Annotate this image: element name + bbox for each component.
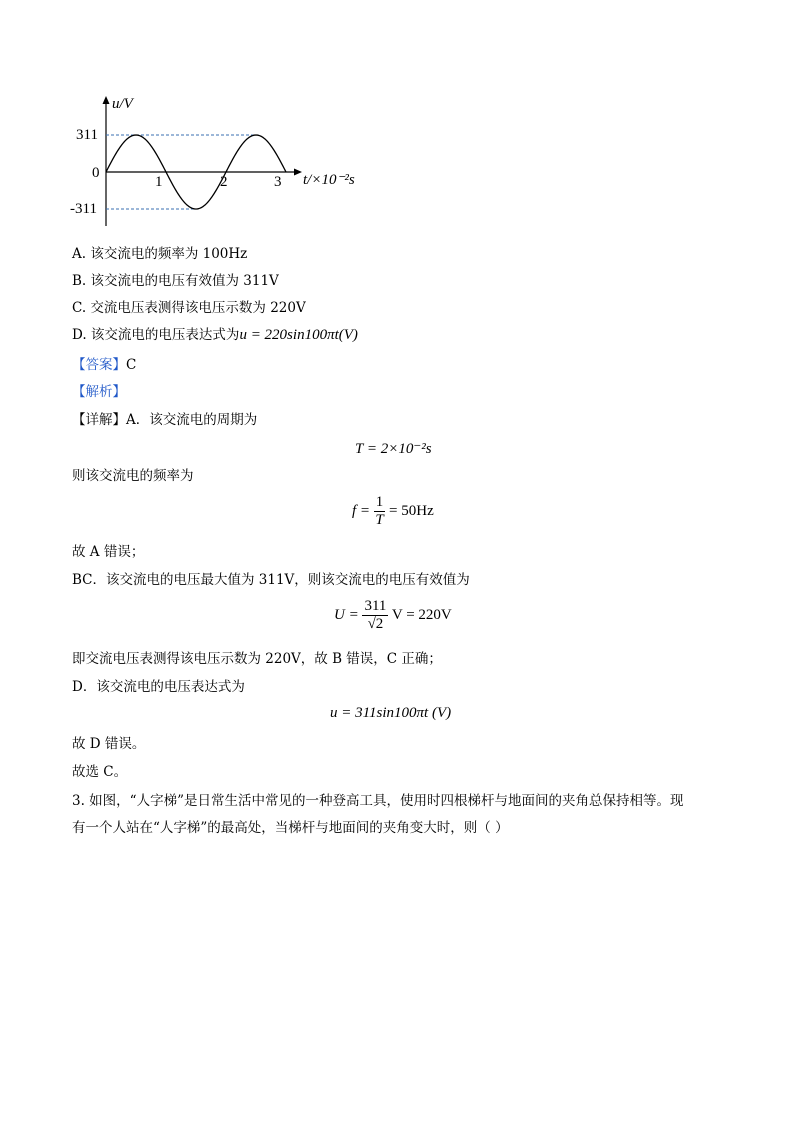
detail-line-8: 故选 C。 <box>72 764 128 780</box>
option-d-expression: u = 220sin100πt(V) <box>239 327 358 343</box>
answer-line <box>72 356 136 374</box>
eq2-lhs: f = <box>352 502 371 519</box>
question-3-line-1: 3. 如图，“人字梯”是日常生活中常见的一种登高工具，使用时四根梯杆与地面间的夹角总保持相等。现 <box>72 793 684 809</box>
answer-value: C <box>126 357 137 373</box>
eq3-fraction <box>362 598 388 633</box>
y-tick-311: 311 <box>76 127 98 143</box>
x-axis-arrow <box>294 169 302 176</box>
eq3-rhs: V = 220V <box>391 606 452 623</box>
eq2-rhs: = 50Hz <box>389 502 434 519</box>
equation-effective-voltage <box>334 598 452 633</box>
analysis-tag: 【解析】 <box>72 384 126 400</box>
option-d <box>72 326 358 344</box>
equation-period: T = 2×10⁻²s <box>355 441 432 457</box>
sine-voltage-graph <box>70 88 370 233</box>
y-axis-label: u/V <box>112 96 133 112</box>
detail-line-6: D．该交流电的电压表达式为 <box>72 679 245 695</box>
detail-line-5: 即交流电压表测得该电压示数为 220V，故 B 错误，C 正确； <box>72 651 442 667</box>
detail-line-3: 故 A 错误； <box>72 544 145 560</box>
eq2-denominator: T <box>375 512 384 528</box>
eq3-lhs: U = <box>334 606 359 623</box>
detail-tag: 【详解】 <box>72 412 126 428</box>
eq3-numerator: 311 <box>364 598 387 614</box>
eq2-numerator: 1 <box>375 494 384 510</box>
answer-tag: 【答案】 <box>72 357 126 373</box>
x-tick-1: 1 <box>155 174 163 190</box>
equation-voltage-expression: u = 311sin100πt (V) <box>330 705 452 721</box>
eq2-fraction <box>374 494 386 529</box>
option-a: A. 该交流电的频率为 100Hz <box>72 246 248 262</box>
y-tick-neg311: -311 <box>70 201 97 217</box>
option-c: C. 交流电压表测得该电压示数为 220V <box>72 300 306 316</box>
detail-line-1-text: A．该交流电的周期为 <box>126 412 258 428</box>
question-3-line-2: 有一个人站在“人字梯”的最高处，当梯杆与地面间的夹角变大时，则（ ） <box>72 820 509 836</box>
detail-line-1 <box>72 411 257 429</box>
detail-line-7: 故 D 错误。 <box>72 736 146 752</box>
x-axis-label: t/×10⁻²s <box>303 172 355 188</box>
detail-line-4: BC．该交流电的电压最大值为 311V，则该交流电的电压有效值为 <box>72 572 470 588</box>
option-b: B. 该交流电的电压有效值为 311V <box>72 273 279 289</box>
equation-frequency <box>352 494 434 529</box>
y-axis-arrow <box>103 96 110 104</box>
detail-line-2: 则该交流电的频率为 <box>72 468 194 484</box>
x-tick-2: 2 <box>220 174 228 190</box>
x-tick-3: 3 <box>274 174 282 190</box>
option-d-text: D. 该交流电的电压表达式为 <box>72 327 240 343</box>
eq3-denominator: √2 <box>367 616 384 632</box>
y-tick-0: 0 <box>92 165 100 181</box>
